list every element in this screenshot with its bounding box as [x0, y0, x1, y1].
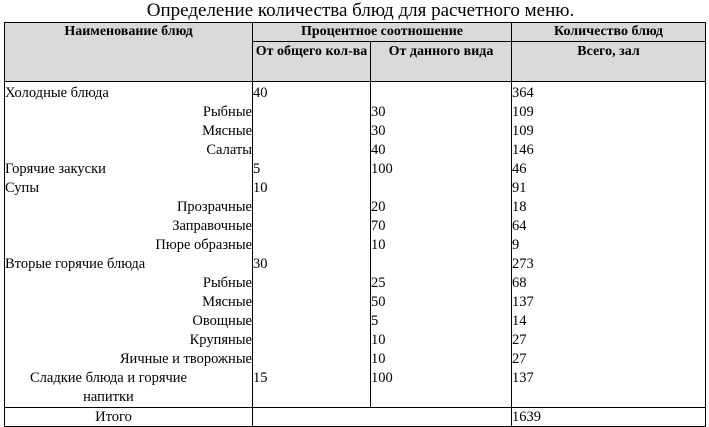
table-row	[5, 198, 706, 217]
percent-of-total-cell: 40	[253, 82, 371, 104]
percent-of-total-cell	[253, 350, 371, 369]
header-percent-ratio: Процентное соотношение	[253, 23, 512, 42]
table-row	[5, 179, 706, 198]
percent-of-kind-cell	[371, 82, 512, 104]
table-row	[5, 312, 706, 331]
dish-count-cell: 18	[512, 198, 706, 217]
dish-name-cell: Мясные	[5, 122, 253, 141]
dish-count-cell: 137	[512, 293, 706, 312]
dish-name-cell: Салаты	[5, 141, 253, 160]
percent-of-total-cell: 15	[253, 369, 371, 408]
header-row-top	[5, 23, 706, 42]
dish-count-table	[4, 22, 706, 427]
header-dish-count: Количество блюд	[512, 23, 706, 42]
percent-of-kind-cell: 50	[371, 293, 512, 312]
dish-count-cell: 9	[512, 236, 706, 255]
dish-name-cell: Супы	[5, 179, 253, 198]
dish-name-cell: Овощные	[5, 312, 253, 331]
table-row	[5, 236, 706, 255]
dish-count-cell: 273	[512, 255, 706, 274]
percent-of-total-cell	[253, 331, 371, 350]
header-percent-of-kind: От данного вида	[371, 42, 512, 82]
table-row	[5, 255, 706, 274]
percent-of-total-cell	[253, 236, 371, 255]
dish-count-cell: 68	[512, 274, 706, 293]
header-dish-name: Наименование блюд	[5, 23, 253, 42]
dish-count-cell: 27	[512, 331, 706, 350]
percent-of-total-cell	[253, 103, 371, 122]
table-body	[5, 82, 706, 408]
dish-count-cell: 146	[512, 141, 706, 160]
percent-of-total-cell: 10	[253, 179, 371, 198]
table-row	[5, 293, 706, 312]
dish-name-cell: Крупяные	[5, 331, 253, 350]
percent-of-kind-cell: 30	[371, 103, 512, 122]
dish-name-cell: Прозрачные	[5, 198, 253, 217]
percent-of-total-cell: 5	[253, 160, 371, 179]
percent-of-kind-cell: 5	[371, 312, 512, 331]
percent-of-kind-cell	[371, 255, 512, 274]
dish-name-cell: Сладкие блюда и горячие напитки	[5, 369, 253, 408]
percent-of-kind-cell: 100	[371, 160, 512, 179]
dish-count-cell: 109	[512, 122, 706, 141]
dish-name-cell: Рыбные	[5, 274, 253, 293]
dish-name-cell: Холодные блюда	[5, 82, 253, 104]
dish-count-cell: 27	[512, 350, 706, 369]
total-label: Итого	[5, 408, 253, 427]
dish-count-cell: 46	[512, 160, 706, 179]
dish-name-cell: Пюре образные	[5, 236, 253, 255]
dish-count-cell: 91	[512, 179, 706, 198]
percent-of-total-cell	[253, 198, 371, 217]
percent-of-kind-cell: 10	[371, 331, 512, 350]
total-row	[5, 408, 706, 427]
dish-name-cell: Заправочные	[5, 217, 253, 236]
percent-of-kind-cell: 10	[371, 236, 512, 255]
percent-of-total-cell	[253, 293, 371, 312]
table-row	[5, 217, 706, 236]
percent-of-total-cell	[253, 312, 371, 331]
dish-count-cell: 109	[512, 103, 706, 122]
dish-name-cell: Горячие закуски	[5, 160, 253, 179]
total-count: 1639	[512, 408, 706, 427]
header-count-total-hall: Всего, зал	[512, 42, 706, 82]
table-row	[5, 82, 706, 104]
table-caption: Определение количества блюд для расчетного меню.	[146, 0, 575, 21]
header-row-sub	[5, 42, 706, 82]
dish-name-cell: Вторые горячие блюда	[5, 255, 253, 274]
table-row	[5, 274, 706, 293]
table-row	[5, 331, 706, 350]
dish-name-cell: Рыбные	[5, 103, 253, 122]
percent-of-total-cell	[253, 141, 371, 160]
table-row	[5, 350, 706, 369]
percent-of-total-cell	[253, 122, 371, 141]
table-row	[5, 369, 706, 408]
percent-of-total-cell	[253, 274, 371, 293]
dish-count-cell: 14	[512, 312, 706, 331]
dish-count-cell: 137	[512, 369, 706, 408]
percent-of-total-cell	[253, 217, 371, 236]
percent-of-kind-cell: 40	[371, 141, 512, 160]
dish-name-cell: Яичные и творожные	[5, 350, 253, 369]
header-percent-of-total: От общего кол-ва	[253, 42, 371, 82]
percent-of-total-cell: 30	[253, 255, 371, 274]
percent-of-kind-cell: 30	[371, 122, 512, 141]
dish-count-cell: 364	[512, 82, 706, 104]
table-row	[5, 141, 706, 160]
dish-name-cell: Мясные	[5, 293, 253, 312]
percent-of-kind-cell: 70	[371, 217, 512, 236]
percent-of-kind-cell: 25	[371, 274, 512, 293]
percent-of-kind-cell	[371, 179, 512, 198]
table-row	[5, 103, 706, 122]
header-dish-name-continued	[5, 42, 253, 82]
table-row	[5, 160, 706, 179]
table-row	[5, 122, 706, 141]
percent-of-kind-cell: 20	[371, 198, 512, 217]
table-footer	[5, 408, 706, 427]
percent-of-kind-cell: 100	[371, 369, 512, 408]
percent-of-kind-cell: 10	[371, 350, 512, 369]
table-header	[5, 23, 706, 82]
total-empty-cell	[253, 408, 512, 427]
dish-count-cell: 64	[512, 217, 706, 236]
